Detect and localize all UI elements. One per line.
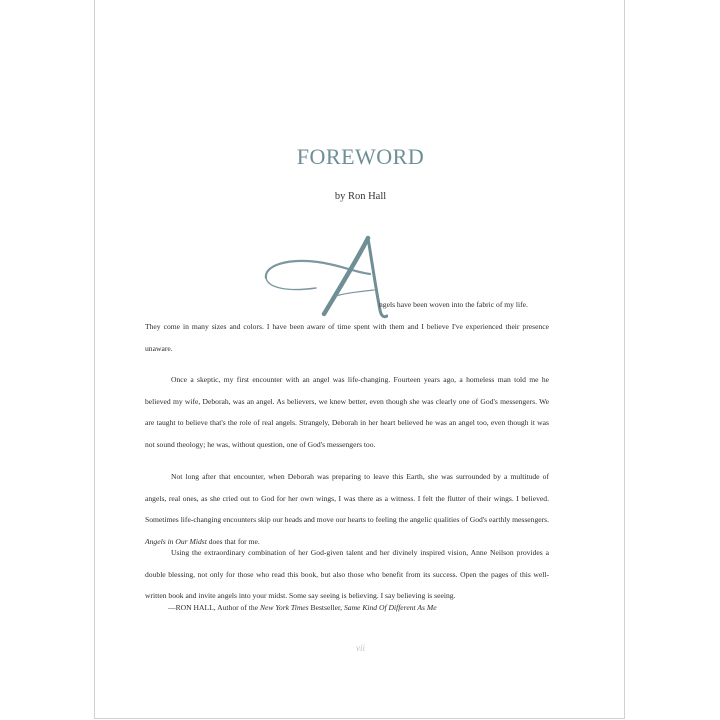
- dropcap-letter-a: [258, 232, 388, 320]
- paragraph-3-text: Not long after that encounter, when Deborah was preparing to leave this Earth, she was surrounded by a multitude of angels, real ones, as she cried out to God for her own wings, I was there as a witness. I felt the flutter of their wings. I believed. Sometimes life-changing encounters skip our heads and move our hearts to feeling the angelic qualities of God's earthly messengers.: [145, 472, 549, 524]
- paragraph-4: Using the extraordinary combination of her God-given talent and her divinely inspired vision, Anne Neilson provides a double blessing, not only for those who read this book, but also those who benefit from its success. Open the pages of this well-written book and invite angels into your midst. Some say seeing is believing. I say believing is seeing.: [145, 548, 549, 600]
- book-page: [94, 0, 625, 719]
- paragraph-3-end: does that for me.: [206, 536, 260, 546]
- paragraph-2: Once a skeptic, my first encounter with an angel was life-changing. Fourteen years ago, a homeless man told me he believed my wife, Deborah, was an angel. As believers, we knew better, even though she was clearly one of God's messengers. We are taught to believe that's the role of real angels. Strangely, Deborah in her heart believed he was an angel too, even though it was not sound theology; he was, without question, one of God's messengers too.: [145, 375, 549, 449]
- attribution: [168, 603, 437, 613]
- attribution-prefix: —RON HALL, Author of the: [168, 603, 260, 612]
- attribution-middle: Bestseller,: [308, 603, 344, 612]
- attribution-publication: New York Times: [259, 603, 309, 612]
- page-number: vii: [356, 643, 365, 653]
- paragraph-3: [145, 466, 549, 552]
- attribution-book: Same Kind Of Different As Me: [343, 603, 437, 612]
- byline: by Ron Hall: [334, 191, 387, 202]
- paragraph-1-first-line: ngels have been woven into the fabric of my life.: [379, 300, 528, 309]
- page-title: FOREWORD: [296, 144, 425, 169]
- paragraph-1: They come in many sizes and colors. I have been aware of time spent with them and I believe I've experienced their presence unaware.: [145, 322, 549, 353]
- book-title-italic: Angels in Our Midst: [145, 536, 207, 546]
